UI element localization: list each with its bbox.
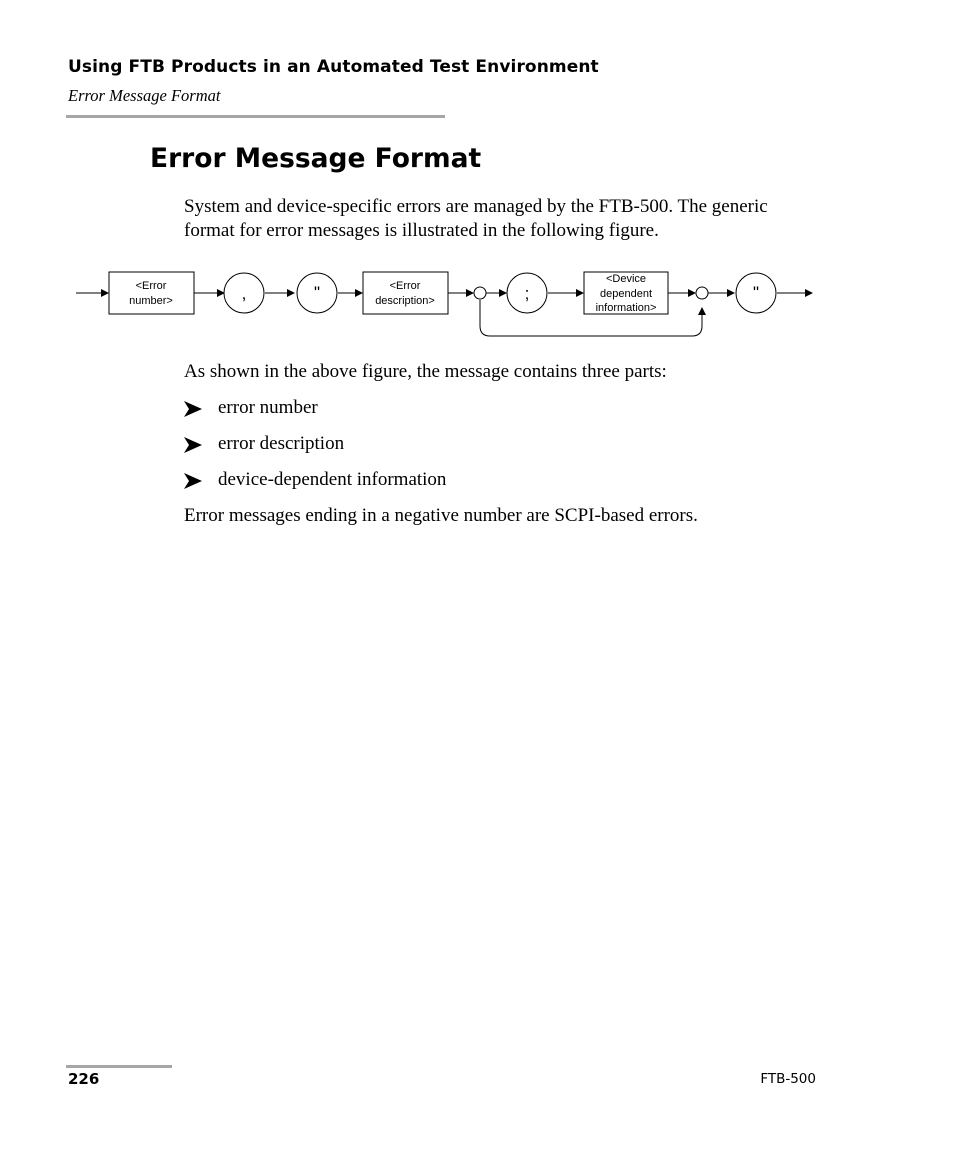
bullet-text: error description (218, 433, 345, 454)
junction-node-2 (696, 287, 708, 299)
intro-paragraph: System and device-specific errors are managed by the FTB-500. The generic format for error messages is illustrated in the following figure. (184, 196, 768, 241)
open-quote-symbol: " (313, 283, 321, 302)
error-number-label-2: number> (129, 295, 173, 307)
arrowhead-bullet-icon (184, 398, 202, 418)
arrowhead-bullet-icon (184, 434, 202, 454)
closing-paragraph: Error messages ending in a negative number are SCPI-based errors. (184, 505, 698, 526)
semicolon-symbol: ; (524, 284, 530, 303)
page-number: 226 (68, 1070, 100, 1088)
error-number-box (109, 272, 194, 314)
arrowhead-bullet-icon (184, 470, 202, 490)
section-heading: Error Message Format (150, 143, 482, 174)
device-info-label-3: information> (595, 302, 657, 314)
close-quote-symbol: " (752, 283, 760, 302)
error-number-label-1: <Error (135, 280, 167, 292)
running-title: Using FTB Products in an Automated Test Environment (68, 57, 599, 77)
bullet-text: error number (218, 397, 318, 418)
bullet-text: device-dependent information (218, 469, 447, 490)
error-description-label-1: <Error (389, 280, 421, 292)
junction-node-1 (474, 287, 486, 299)
error-format-diagram (70, 262, 820, 342)
header-rule (66, 115, 445, 118)
device-info-label-1: <Device (605, 273, 647, 285)
device-info-label-2: dependent (600, 288, 652, 300)
error-description-label-2: description> (375, 295, 435, 307)
parts-intro-paragraph: As shown in the above figure, the message contains three parts: (184, 361, 667, 382)
product-name: FTB-500 (760, 1071, 816, 1087)
error-description-box (363, 272, 448, 314)
footer-rule (66, 1065, 172, 1068)
running-subtitle: Error Message Format (68, 86, 221, 105)
comma-symbol: , (241, 284, 247, 303)
